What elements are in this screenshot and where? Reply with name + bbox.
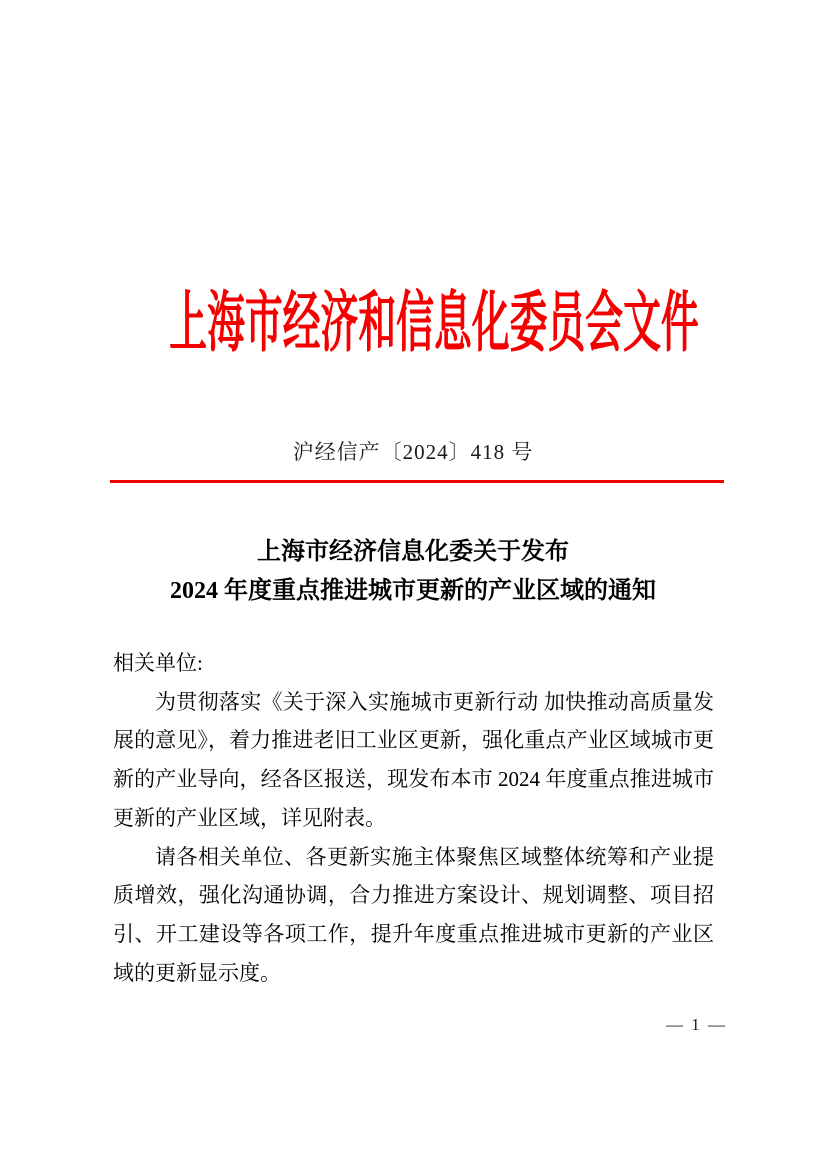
red-divider-line — [110, 480, 724, 483]
letterhead-banner — [0, 286, 826, 362]
document-title-line2: 2024 年度重点推进城市更新的产业区域的通知 — [170, 578, 656, 604]
document-title-line1: 上海市经济信息化委关于发布 — [257, 539, 569, 565]
salutation: 相关单位: — [113, 651, 203, 675]
body-paragraph-1: 为贯彻落实《关于深入实施城市更新行动 加快推动高质量发展的意见》，着力推进老旧工业区更新，强化重点产业区域城市更新的产业导向，经各区报送，现发布本市 2024 年度重点推进城市更新的产业区域，详见附表。 — [113, 689, 714, 830]
letterhead-title: 上海市经济和信息化委员会文件 — [169, 287, 699, 361]
page-number: — 1 — — [666, 1015, 727, 1034]
document-title — [63, 533, 763, 611]
document-body — [113, 644, 714, 992]
body-paragraph-2: 请各相关单位、各更新实施主体聚焦区域整体统筹和产业提质增效，强化沟通协调，合力推进方案设计、规划调整、项目招引、开工建设等各项工作，提升年度重点推进城市更新的产业区域的更新显示度。 — [113, 844, 714, 985]
document-number: 沪经信产〔2024〕418 号 — [292, 440, 534, 464]
